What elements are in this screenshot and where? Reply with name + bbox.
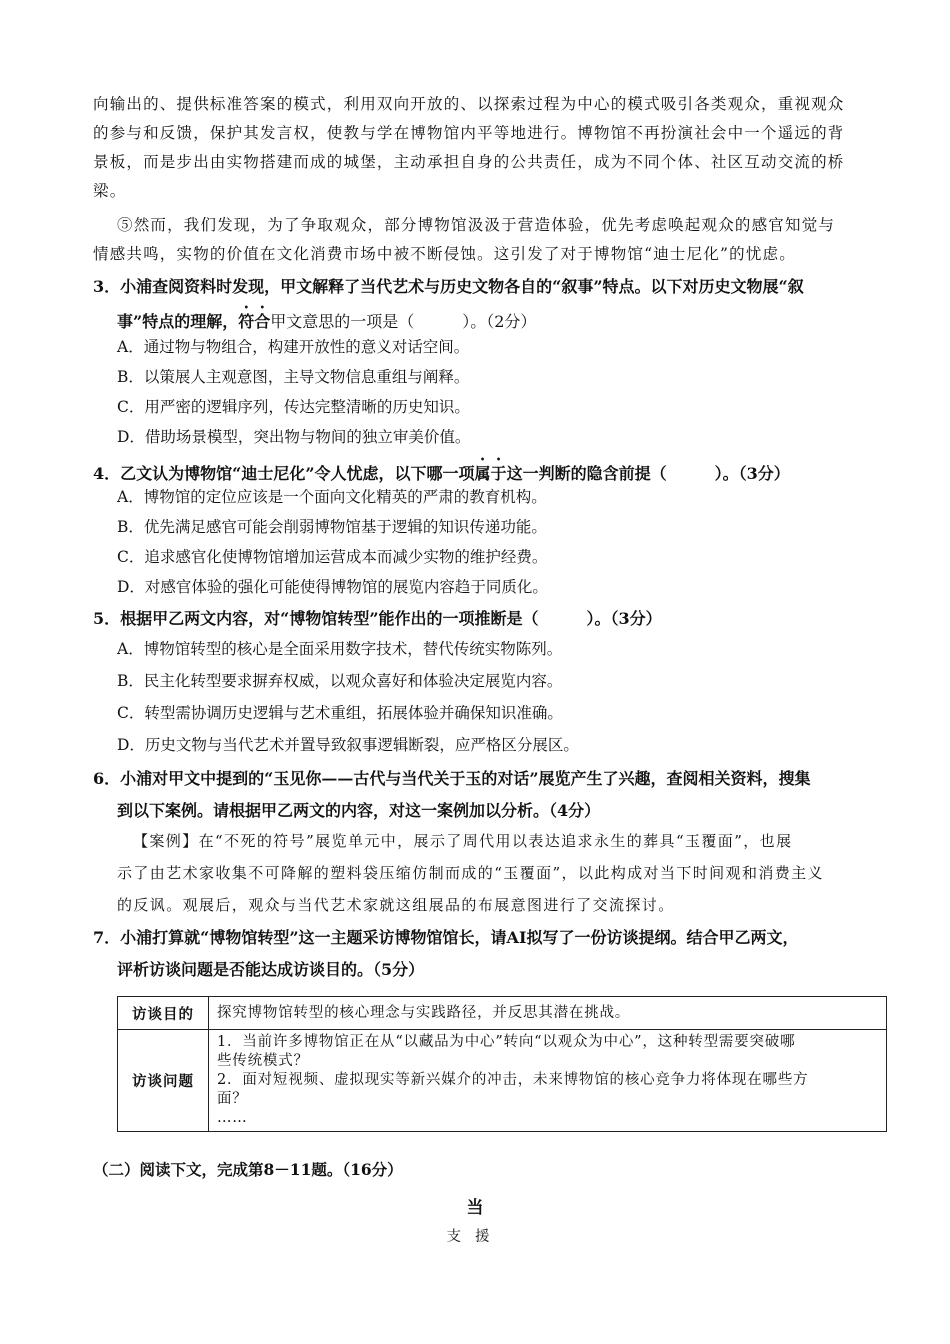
q3-option-c: C．用严密的逻辑序列，传达完整清晰的历史知识。 <box>117 398 470 416</box>
case-line: 【案例】在“不死的符号”展览单元中，展示了周代用以表达追求永生的葬具“玉覆面”，也展 <box>133 832 793 850</box>
question-6 <box>93 763 873 827</box>
question-line: …… <box>217 1110 248 1126</box>
table-row-questions <box>118 1030 887 1132</box>
questions-cell <box>209 1030 887 1132</box>
q5-option-d: D．历史文物与当代艺术并置导致叙事逻辑断裂，应严格区分展区。 <box>117 736 579 754</box>
question-3 <box>93 272 873 337</box>
q6-case-box <box>117 825 867 921</box>
purpose-text: 探究博物馆转型的核心理念与实践路径，并反思其潜在挑战。 <box>209 997 887 1030</box>
question-line: 面？ <box>217 1091 248 1107</box>
question-line: 些传统模式？ <box>217 1053 309 1069</box>
q4-text-a: 4．乙文认为博物馆“迪士尼化”令人忧虑，以下哪一项 <box>93 464 475 483</box>
section-2-heading: （二）阅读下文，完成第8－11题。（16分） <box>93 1160 403 1179</box>
case-line: 示了由艺术家收集不可降解的塑料袋压缩仿制而成的“玉覆面”，以此构成对当下时间观和消费主义 <box>117 864 824 882</box>
question-3-stem-line1: 3．小浦查阅资料时发现，甲文解释了当代艺术与历史文物各自的“叙事”特点。以下对历史文物展“叙 <box>93 277 804 296</box>
text-line: 梁。 <box>93 182 127 200</box>
q3-emphasis: 符合 <box>238 312 271 331</box>
q3-text-b: 甲文意思的一项是（ ）。（2分） <box>270 312 537 331</box>
q4-option-d: D．对感官体验的强化可能使得博物馆的展览内容趋于同质化。 <box>117 578 548 596</box>
q3-option-b: B．以策展人主观意图，主导文物信息重组与阐释。 <box>117 368 470 386</box>
q3-option-a: A．通过物与物组合，构建开放性的意义对话空间。 <box>117 338 470 356</box>
table-row-purpose <box>118 997 887 1030</box>
q4-option-c: C．追求感官化使博物馆增加运营成本而减少实物的维护经费。 <box>117 548 548 566</box>
question-5 <box>93 604 873 634</box>
passage-paragraph-5 <box>93 211 868 269</box>
question-line: 2．面对短视频、虚拟现实等新兴媒介的冲击，未来博物馆的核心竞争力将体现在哪些方 <box>217 1072 809 1088</box>
q3-option-d: D．借助场景模型，突出物与物间的独立审美价值。 <box>117 428 471 446</box>
text-line: 向输出的、提供标准答案的模式，利用双向开放的、以探索过程为中心的模式吸引各类观众，重视观众 <box>93 95 845 113</box>
question-3-stem-line2 <box>93 302 873 337</box>
question-6-stem-line2: 到以下案例。请根据甲乙两文的内容，对这一案例加以分析。（4分） <box>117 801 601 820</box>
q4-option-a: A．博物馆的定位应该是一个面向文化精英的严肃的教育机构。 <box>117 488 547 506</box>
questions-label: 访谈问题 <box>118 1030 209 1132</box>
text-line: ⑤然而，我们发现，为了争取观众，部分博物馆汲汲于营造体验，优先考虑唤起观众的感官知觉与 <box>117 216 836 234</box>
question-6-stem-line1: 6．小浦对甲文中提到的“玉见你——古代与当代关于玉的对话”展览产生了兴趣，查阅相关资料，搜集 <box>93 769 811 788</box>
article-title: 当 <box>466 1198 484 1218</box>
q5-option-c: C．转型需协调历史逻辑与艺术重组，拓展体验并确保知识准确。 <box>117 704 563 722</box>
question-line: 1．当前许多博物馆正在从“以藏品为中心”转向“以观众为中心”，这种转型需要突破哪 <box>217 1034 796 1050</box>
question-7 <box>93 922 873 986</box>
question-7-stem-line1: 7．小浦打算就“博物馆转型”这一主题采访博物馆馆长，请AI拟写了一份访谈提纲。结合甲乙两文， <box>93 928 799 947</box>
q4-text-b: 这一判断的隐含前提（ ）。（3分） <box>506 464 790 483</box>
case-line: 的反讽。观展后，观众与当代艺术家就这组展品的布展意图进行了交流探讨。 <box>117 896 675 914</box>
q5-option-a: A．博物馆转型的核心是全面采用数字技术，替代传统实物陈列。 <box>117 640 563 658</box>
q3-text-a: 事”特点的理解， <box>117 312 239 331</box>
q5-text: 5．根据甲乙两文内容，对“博物馆转型”能作出的一项推断是（ ）。（3分） <box>93 609 662 628</box>
passage-paragraph-4 <box>93 90 868 206</box>
text-line: 景板，而是步出由实物搭建而成的城堡，主动承担自身的公共责任，成为不同个体、社区互动交流的桥 <box>93 153 845 171</box>
text-line: 情感共鸣，实物的价值在文化消费市场中被不断侵蚀。这引发了对于博物馆“迪士尼化”的忧虑。 <box>93 245 796 263</box>
q4-emphasis: 属于 <box>474 464 507 483</box>
purpose-label: 访谈目的 <box>118 997 209 1030</box>
question-7-stem-line2: 评析访谈问题是否能达成访谈目的。（5分） <box>117 960 425 979</box>
q5-option-b: B．民主化转型要求摒弃权威，以观众喜好和体验决定展览内容。 <box>117 672 563 690</box>
interview-outline-table <box>117 996 887 1132</box>
question-4 <box>93 454 873 489</box>
q4-option-b: B．优先满足感官可能会削弱博物馆基于逻辑的知识传递功能。 <box>117 518 547 536</box>
article-author: 支援 <box>446 1229 504 1245</box>
text-line: 的参与和反馈，保护其发言权，使教与学在博物馆内平等地进行。博物馆不再扮演社会中一个遥远的背 <box>93 124 845 142</box>
